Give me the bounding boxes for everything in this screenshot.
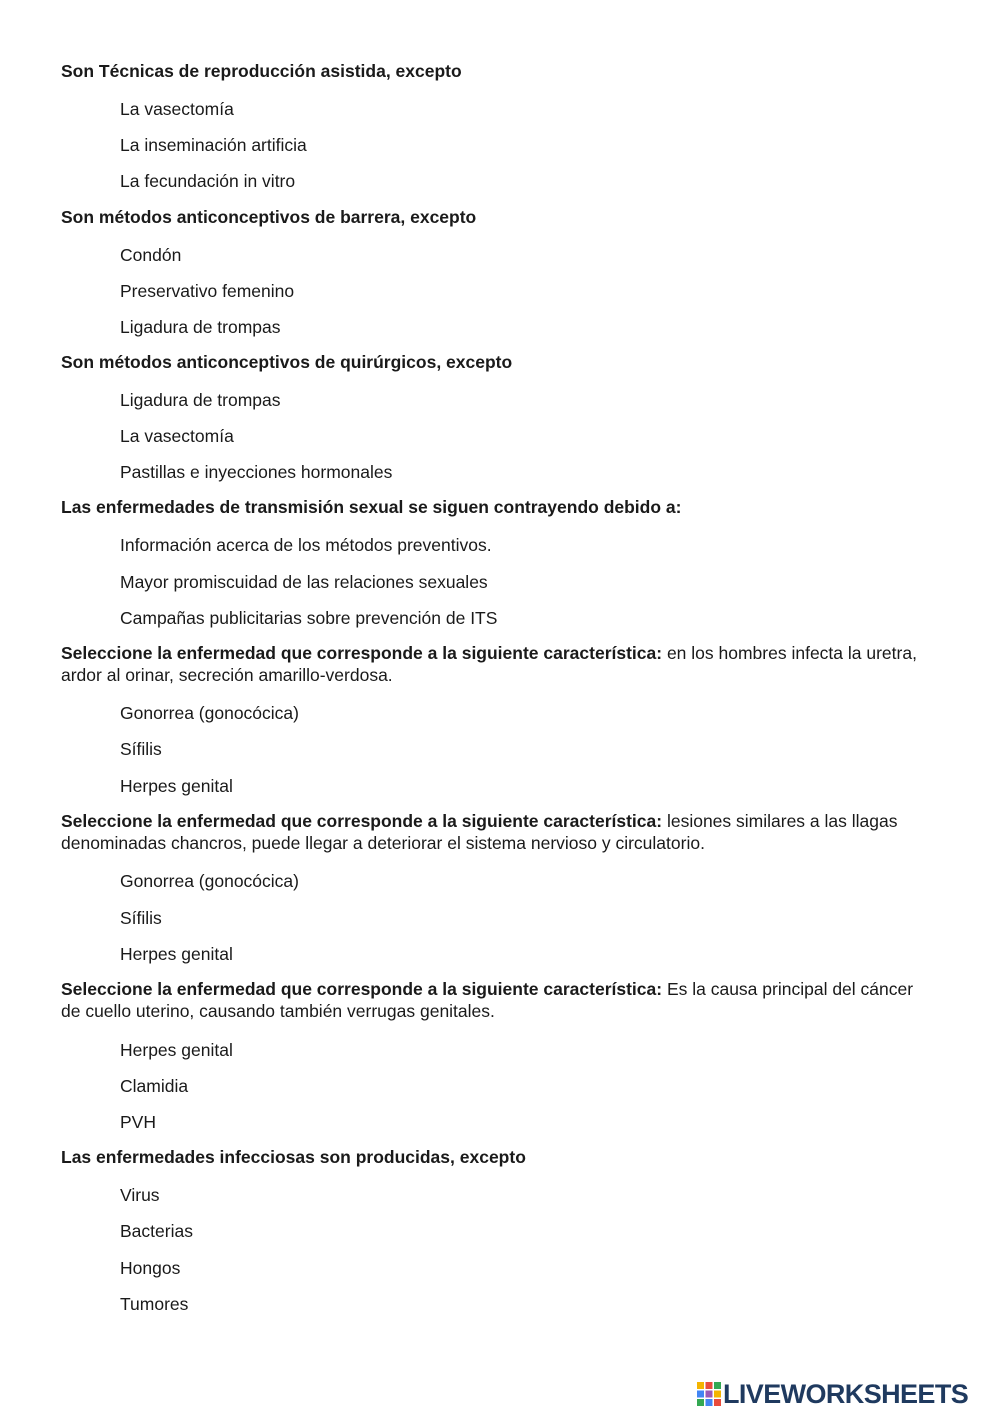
brand-logo [697, 1379, 995, 1409]
question-text: Seleccione la enfermedad que corresponde a la siguiente característica: [61, 811, 663, 831]
answer-option[interactable]: Condón [120, 245, 182, 265]
answer-option[interactable]: La vasectomía [120, 426, 234, 446]
answer-option[interactable]: Ligadura de trompas [120, 390, 281, 410]
question-detail: Es la causa principal del cáncer de cuello uterino, causando también verrugas genitales. [61, 979, 914, 1021]
answer-option[interactable]: Herpes genital [120, 944, 233, 964]
answer-option[interactable]: PVH [120, 1112, 156, 1132]
question-3 [61, 351, 921, 373]
answer-option[interactable]: Hongos [120, 1258, 181, 1278]
answer-option[interactable]: Sífilis [120, 739, 162, 759]
answer-option[interactable]: Mayor promiscuidad de las relaciones sexuales [120, 572, 488, 592]
question-1 [61, 60, 921, 82]
question-text: Seleccione la enfermedad que corresponde a la siguiente característica: [61, 643, 663, 663]
answer-option[interactable]: La vasectomía [120, 99, 234, 119]
question-text: Son métodos anticonceptivos de quirúrgicos, excepto [61, 352, 513, 372]
question-7 [61, 978, 921, 1022]
question-text: Son Técnicas de reproducción asistida, excepto [61, 61, 462, 81]
answer-option[interactable]: Gonorrea (gonocócica) [120, 703, 299, 723]
question-2 [61, 206, 921, 228]
answer-option[interactable]: La inseminación artificia [120, 135, 307, 155]
question-text: Seleccione la enfermedad que corresponde a la siguiente característica: [61, 979, 663, 999]
question-8 [61, 1146, 921, 1168]
answer-option[interactable]: Ligadura de trompas [120, 317, 281, 337]
brand-name: LIVEWORKSHEETS [723, 1378, 969, 1409]
question-text: Son métodos anticonceptivos de barrera, excepto [61, 207, 477, 227]
answer-option[interactable]: Virus [120, 1185, 160, 1205]
question-text: Las enfermedades infecciosas son producidas, excepto [61, 1147, 526, 1167]
answer-option[interactable]: La fecundación in vitro [120, 171, 296, 191]
answer-option[interactable]: Gonorrea (gonocócica) [120, 871, 299, 891]
answer-option[interactable]: Información acerca de los métodos preventivos. [120, 535, 492, 555]
question-4 [61, 496, 921, 518]
answer-option[interactable]: Pastillas e inyecciones hormonales [120, 462, 393, 482]
answer-option[interactable]: Tumores [120, 1294, 189, 1314]
question-6 [61, 810, 921, 854]
question-detail: lesiones similares a las llagas denominadas chancros, puede llegar a deteriorar el sistema nervioso y circulatorio. [61, 811, 898, 853]
answer-option[interactable]: Campañas publicitarias sobre prevención de ITS [120, 608, 498, 628]
question-detail: en los hombres infecta la uretra, ardor al orinar, secreción amarillo-verdosa. [61, 643, 917, 685]
answer-option[interactable]: Clamidia [120, 1076, 189, 1096]
question-text: Las enfermedades de transmisión sexual se siguen contrayendo debido a: [61, 497, 682, 517]
question-5 [61, 642, 921, 686]
answer-option[interactable]: Bacterias [120, 1221, 193, 1241]
answer-option[interactable]: Sífilis [120, 908, 162, 928]
answer-option[interactable]: Herpes genital [120, 1040, 233, 1060]
answer-option[interactable]: Herpes genital [120, 776, 233, 796]
liveworksheets-logo-icon [697, 1382, 721, 1406]
answer-option[interactable]: Preservativo femenino [120, 281, 295, 301]
